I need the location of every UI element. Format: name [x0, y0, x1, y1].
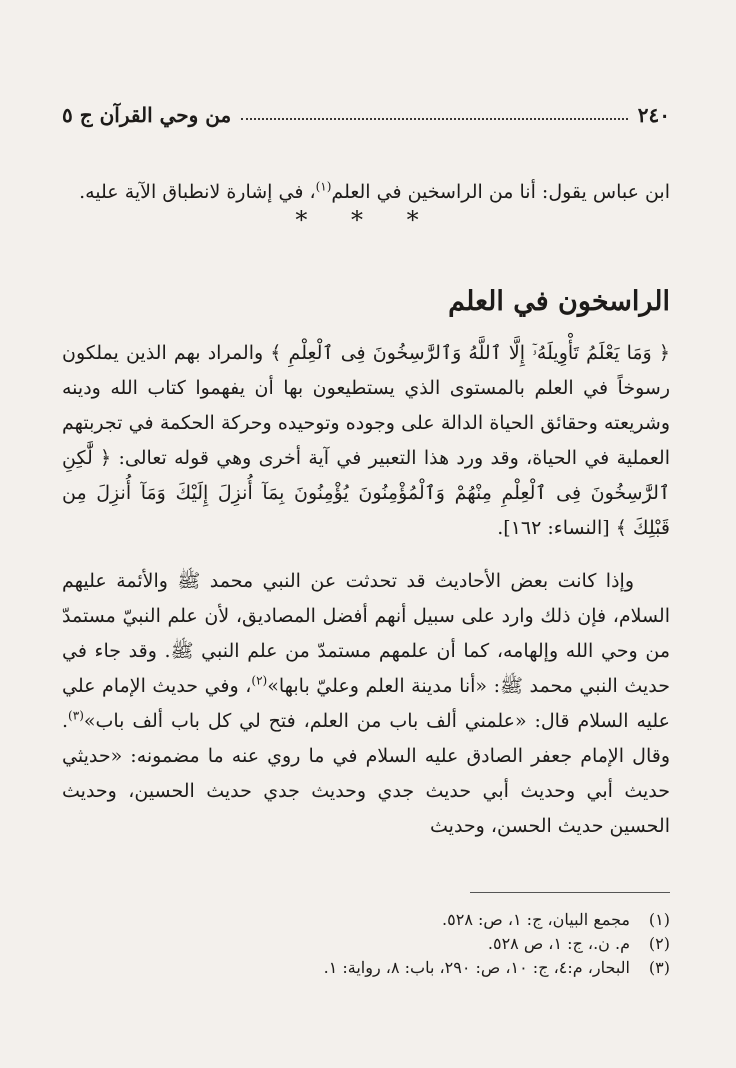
paragraph-2-text-a: وإذا كانت بعض الأحاديث قد تحدثت عن النبي محمد ﷺ والأئمة عليهم السلام، فإن ذلك وارد على سبيل أنهم أفضل المصاديق، لأن علم النبيّ مستمدّ من وحي الله وإلهامه، كما أن علمهم مستمدّ من علم النبي ﷺ. وقد جاء في حديث النبي محمد ﷺ: «أنا مدينة العلم وعليّ بابها»: [62, 570, 671, 697]
book-page: [62, 0, 670, 1068]
body-text: [62, 175, 670, 844]
footnote-number: (١): [648, 910, 670, 929]
footnote-ref-2: (٢): [251, 673, 268, 688]
footnote-text: م. ن.، ج: ١، ص ٥٢٨.: [487, 934, 630, 953]
footnote-text: مجمع البيان، ج: ١، ص: ٥٢٨.: [442, 910, 630, 929]
quran-verse-2: ﴿ لَّٰكِنِ ٱلرَّٰسِخُونَ فِى ٱلْعِلْمِ مِنْهُمْ وَٱلْمُؤْمِنُونَ يُؤْمِنُونَ بِمَآ أُنزِلَ إِلَيْكَ وَمَآ أُنزِلَ مِن قَبْلِكَ ﴾: [62, 447, 670, 539]
paragraph-2-text-c: . وقال الإمام جعفر الصادق عليه السلام في ما روي عنه ما مضمونه: «حديثي حديث أبي وحديث أبي حديث جدي وحديث جدي حديث الحسين، وحديث الحسين حديث الحسن، وحديث: [62, 710, 670, 837]
paragraph-2: [62, 564, 670, 844]
page-number: ٢٤٠: [637, 103, 670, 127]
footnote-2: [62, 932, 670, 956]
footnote-ref-1: (١): [315, 179, 332, 194]
footnote-number: (٣): [648, 958, 670, 977]
quran-verse-1: ﴿ وَمَا يَعْلَمُ تَأْوِيلَهُۥٓ إِلَّا ٱللَّهُ وَٱلرَّٰسِخُونَ فِى ٱلْعِلْمِ ﴾: [270, 342, 670, 364]
header-dot-leader: [241, 118, 628, 120]
footnote-number: (٢): [648, 934, 670, 953]
verse-reference: [النساء: ١٦٢].: [497, 517, 616, 539]
footnote-text: البحار، م:٤، ج: ١٠، ص: ٢٩٠، باب: ٨، رواية: ١.: [323, 958, 630, 977]
book-title: من وحي القرآن ج ٥: [62, 103, 232, 127]
footnotes: [62, 908, 670, 980]
footnote-1: [62, 908, 670, 932]
section-separator: * * *: [295, 206, 437, 234]
footnote-ref-3: (٣): [68, 708, 84, 723]
intro-paragraph: [62, 175, 670, 210]
running-header: [62, 100, 670, 130]
footnote-3: [62, 956, 670, 980]
paragraph-2-text-b: ، وفي حديث الإمام علي عليه السلام قال: «علمني ألف باب من العلم، فتح لي كل باب ألف باب»: [62, 675, 670, 732]
section-heading: الراسخون في العلم: [448, 286, 670, 317]
intro-text-end: ، في إشارة لانطباق الآية عليه.: [79, 181, 316, 203]
footnote-divider: [470, 892, 670, 893]
intro-text-start: ابن عباس يقول: أنا من الراسخين في العلم: [331, 181, 670, 203]
paragraph-1: [62, 336, 670, 546]
paragraph-1-text: والمراد بهم الذين يملكون رسوخاً في العلم بالمستوى الذي يستطيعون بها أن يفهموا كتاب الله ودينه وشريعته وحقائق الحياة الدالة على وجوده وتوحيده وحركة الحكمة في تجربتهم العملية في الحياة، وقد ورد هذا التعبير في آية أخرى وهي قوله تعالى:: [62, 342, 671, 469]
